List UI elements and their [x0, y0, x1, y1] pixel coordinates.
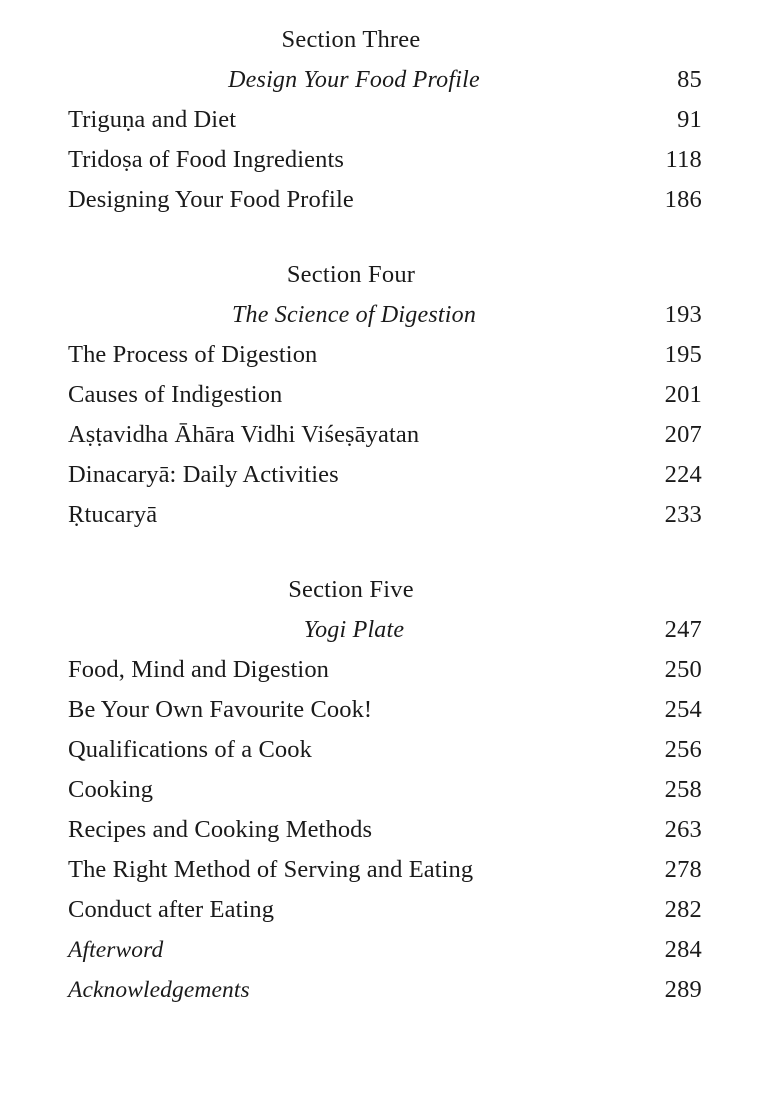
section-heading: Section Five	[288, 576, 414, 603]
toc-entry-title: The Process of Digestion	[68, 341, 318, 368]
toc-entry[interactable]	[68, 455, 702, 495]
toc-entry[interactable]	[68, 650, 702, 690]
page-number: 278	[664, 856, 702, 883]
page-number: 91	[677, 106, 702, 133]
toc-entry[interactable]	[68, 180, 702, 220]
page-number: 250	[664, 656, 702, 683]
toc-entry[interactable]	[68, 810, 702, 850]
section-block-three	[68, 20, 702, 220]
toc-entry-afterword[interactable]	[68, 930, 702, 970]
toc-entry[interactable]	[68, 850, 702, 890]
section-block-five	[68, 570, 702, 930]
section-subtitle-row	[68, 295, 702, 335]
page-number: 186	[664, 186, 702, 213]
page-number: 254	[664, 696, 702, 723]
section-entry-list	[68, 335, 702, 535]
section-subtitle: Yogi Plate	[303, 617, 405, 643]
page-number: 207	[664, 421, 702, 448]
toc-entry[interactable]	[68, 375, 702, 415]
section-entry-list	[68, 650, 702, 930]
page-number: 258	[664, 776, 702, 803]
toc-entry-title: Triguṇa and Diet	[68, 106, 237, 133]
section-entry-list	[68, 100, 702, 220]
toc-entry[interactable]	[68, 415, 702, 455]
page-number: 195	[664, 341, 702, 368]
section-heading: Section Four	[286, 261, 416, 288]
section-subtitle-row	[68, 610, 702, 650]
toc-entry-title: Tridoṣa of Food Ingredients	[68, 146, 345, 173]
back-matter-list	[68, 930, 702, 1010]
toc-entry[interactable]	[68, 690, 702, 730]
page-number: 193	[664, 301, 702, 328]
toc-entry[interactable]	[68, 140, 702, 180]
page-number: 263	[664, 816, 702, 843]
page-number: 256	[664, 736, 702, 763]
page-number: 289	[664, 976, 702, 1003]
toc-entry[interactable]	[68, 100, 702, 140]
section-subtitle: The Science of Digestion	[231, 302, 477, 328]
toc-entry-title: Causes of Indigestion	[68, 381, 283, 408]
toc-entry-title: Ṛtucaryā	[68, 501, 158, 528]
section-block-four	[68, 255, 702, 535]
toc-entry[interactable]	[68, 770, 702, 810]
toc-entry-title: Food, Mind and Digestion	[68, 656, 330, 683]
page-number: 85	[677, 66, 702, 93]
section-subtitle: Design Your Food Profile	[228, 67, 480, 93]
page-number: 282	[664, 896, 702, 923]
section-heading: Section Three	[281, 26, 421, 53]
toc-entry-title: Be Your Own Favourite Cook!	[68, 696, 373, 723]
toc-entry-title: Designing Your Food Profile	[68, 186, 354, 213]
page-number: 201	[664, 381, 702, 408]
toc-entry-title: Afterword	[68, 937, 164, 963]
page-number: 118	[665, 146, 702, 173]
toc-entry-title: The Right Method of Serving and Eating	[68, 856, 474, 883]
table-of-contents	[68, 20, 702, 1010]
toc-entry-title: Acknowledgements	[68, 977, 250, 1003]
toc-entry-title: Cooking	[68, 776, 154, 803]
toc-entry-title: Qualifications of a Cook	[68, 736, 312, 763]
toc-entry[interactable]	[68, 495, 702, 535]
page-number: 247	[664, 616, 702, 643]
toc-entry-title: Conduct after Eating	[68, 896, 275, 923]
toc-entry-title: Dinacaryā: Daily Activities	[68, 461, 339, 488]
page-number: 284	[664, 936, 702, 963]
page-number: 224	[664, 461, 702, 488]
section-subtitle-row	[68, 60, 702, 100]
page-number: 233	[664, 501, 702, 528]
toc-entry-title: Recipes and Cooking Methods	[68, 816, 373, 843]
toc-entry[interactable]	[68, 730, 702, 770]
toc-entry[interactable]	[68, 890, 702, 930]
toc-entry-title: Aṣṭavidha Āhāra Vidhi Viśeṣāyatan	[68, 421, 420, 448]
toc-entry[interactable]	[68, 335, 702, 375]
toc-entry-acknowledgements[interactable]	[68, 970, 702, 1010]
